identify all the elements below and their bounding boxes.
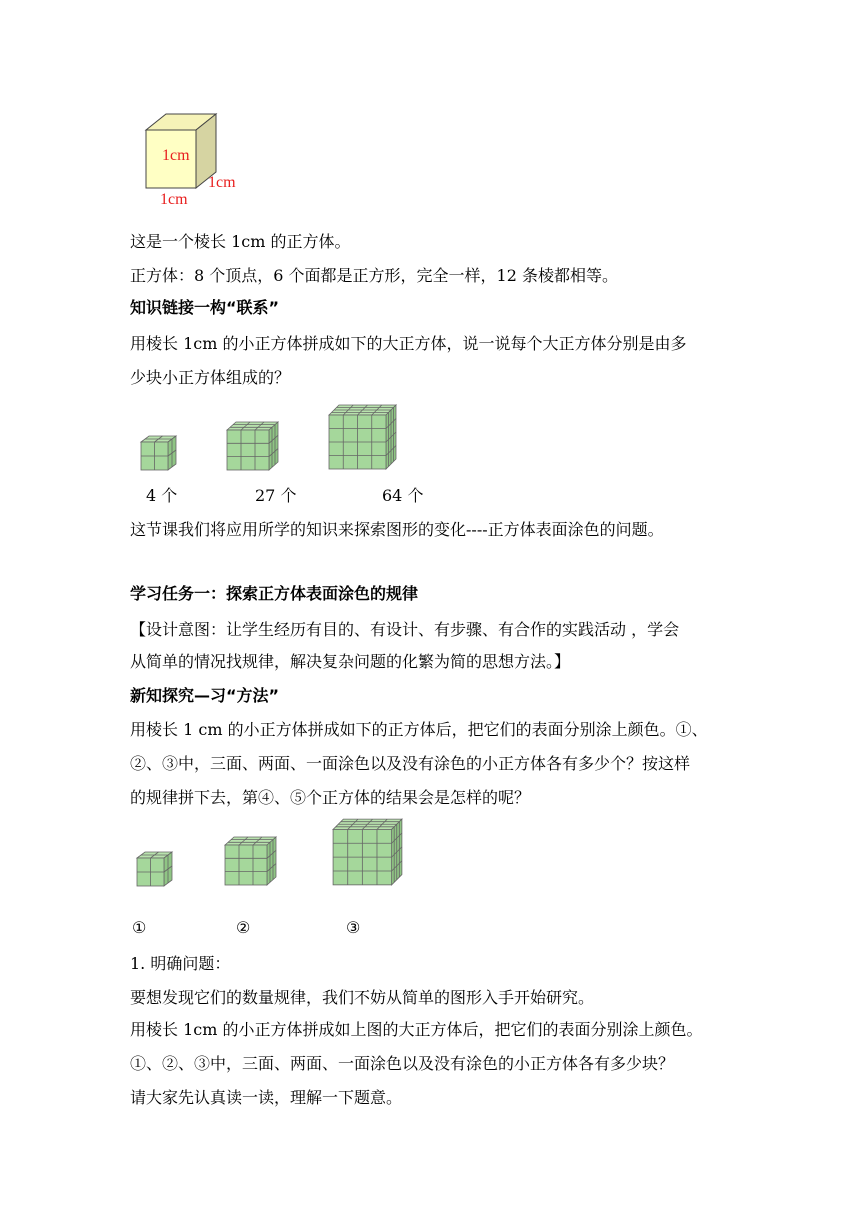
cube-front-label: 1cm [162, 147, 190, 164]
text-line: 从简单的情况找规律，解决复杂问题的化繁为简的思想方法。】 [130, 652, 571, 671]
text-line: 正方体：8 个顶点，6 个面都是正方形，完全一样，12 条棱都相等。 [130, 266, 618, 285]
cube-1 [134, 850, 176, 888]
caption-64: 64 个 [382, 486, 424, 505]
text-line: ②、③中，三面、两面、一面涂色以及没有涂色的小正方体各有多少个？按这样 [130, 754, 691, 773]
caption-27: 27 个 [255, 486, 297, 505]
text-line: 1. 明确问题： [130, 954, 231, 973]
text-line: 的规律拼下去，第④、⑤个正方体的结果会是怎样的呢？ [130, 788, 531, 807]
caption-2: ② [236, 918, 251, 937]
text-line: 用棱长 1cm 的小正方体拼成如上图的大正方体后，把它们的表面分别涂上颜色。 [130, 1020, 703, 1039]
cube-3 [330, 816, 406, 888]
text-line: 用棱长 1 cm 的小正方体拼成如下的正方体后，把它们的表面分别涂上颜色。①、 [130, 720, 708, 739]
cube-2x2 [138, 434, 180, 472]
text-line: 这是一个棱长 1cm 的正方体。 [130, 232, 351, 251]
text-line: 用棱长 1cm 的小正方体拼成如下的大正方体，说一说每个大正方体分别是由多 [130, 334, 687, 353]
cube-2 [222, 834, 280, 888]
cube-3x3 [224, 420, 282, 472]
section-heading: 新知探究—习“方法” [130, 686, 280, 705]
text-line: 这节课我们将应用所学的知识来探索图形的变化----正方体表面涂色的问题。 [130, 520, 664, 539]
cube-side-label: 1cm [208, 174, 236, 191]
cube-bottom-label: 1cm [160, 191, 188, 208]
caption-1: ① [132, 918, 147, 937]
unit-cube-figure [140, 112, 250, 212]
section-heading: 知识链接一构“联系” [130, 298, 280, 317]
caption-4: 4 个 [146, 486, 178, 505]
cube-4x4 [326, 403, 400, 471]
text-line: ①、②、③中，三面、两面、一面涂色以及没有涂色的小正方体各有多少块？ [130, 1054, 675, 1073]
text-line: 请大家先认真读一读，理解一下题意。 [130, 1088, 403, 1107]
text-line: 少块小正方体组成的？ [130, 368, 291, 387]
text-line: 要想发现它们的数量规律，我们不妨从简单的图形入手开始研究。 [130, 988, 595, 1007]
text-line: 【设计意图：让学生经历有目的、有设计、有步骤、有合作的实践活动 ，学会 [130, 620, 680, 639]
section-heading: 学习任务一：探索正方体表面涂色的规律 [130, 584, 419, 603]
caption-3: ③ [346, 918, 361, 937]
